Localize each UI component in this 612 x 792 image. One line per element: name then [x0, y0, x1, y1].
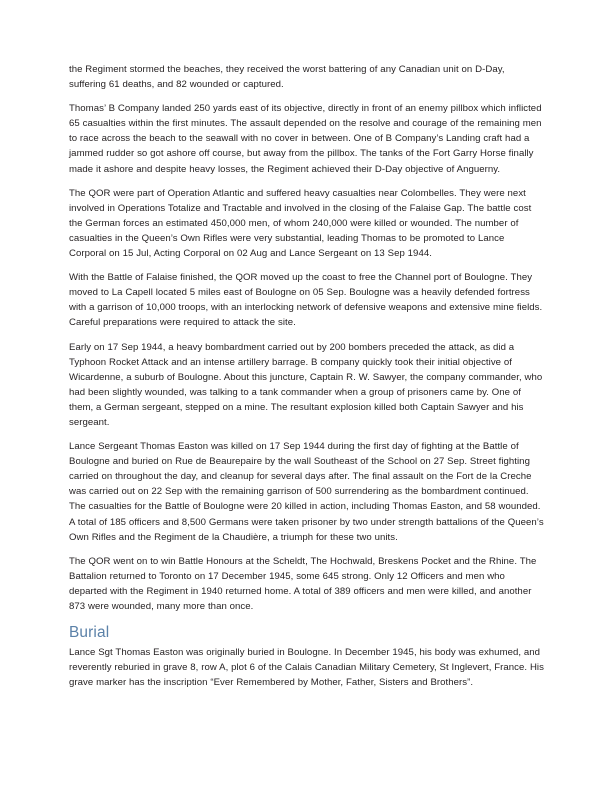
- paragraph: Lance Sergeant Thomas Easton was killed on 17 Sep 1944 during the first day of fighting at the Battle of Boulogne and buried on Rue de Beaurepaire by the wall Southeast of the School on 27 Sep. Street fighting carried on throughout the day, and cleanup for several days after. The final assault on the Fort de la Creche was carried out on 22 Sep with the remaining garrison of 500 surrendering as the bombardment continued. The casualties for the Battle of Boulogne were 20 killed in action, including Thomas Easton, and 58 wounded. A total of 185 officers and 8,500 Germans were taken prisoner by two under strength battalions of the Queen’s Own Rifles and the Regiment de la Chaudière, a triumph for these two units.: [69, 441, 544, 543]
- paragraph: Early on 17 Sep 1944, a heavy bombardment carried out by 200 bombers preceded the attack, as did a Typhoon Rocket Attack and an intense artillery barrage. B company quickly took their initial objective of Wicardenne, a suburb of Boulogne. About this juncture, Captain R. W. Sawyer, the company commander, who had been slightly wounded, was talking to a tank commander when a group of prisoners came by. One of them, a German sergeant, stepped on a mine. The resultant explosion killed both Captain Sawyer and his sergeant.: [69, 341, 543, 428]
- paragraph: With the Battle of Falaise finished, the QOR moved up the coast to free the Channel port of Boulogne. They moved to La Capell located 5 miles east of Boulogne on 05 Sep. Boulogne was a heavily defended fortress with a garrison of 10,000 troops, with an interlocking network of defensive weapons and extensive mine fields. Careful preparations were required to attack the site.: [69, 272, 543, 329]
- paragraph: The QOR were part of Operation Atlantic and suffered heavy casualties near Colombelles. They were next involved in Operations Totalize and Tractable and involved in the closing of the Falaise Gap. The battle cost the German forces an estimated 450,000 men, of whom 240,000 were killed or wounded. The number of casualties in the Queen’s Own Rifles were very substantial, leading Thomas to be promoted to Lance Corporal on 15 Jul, Acting Corporal on 02 Aug and Lance Sergeant on 13 Sep 1944.: [69, 187, 532, 260]
- paragraph: The QOR went on to win Battle Honours at the Scheldt, The Hochwald, Breskens Pocket and the Rhine. The Battalion returned to Toronto on 17 December 1945, some 645 strong. Only 12 Officers and men who departed with the Regiment in 1940 returned home. A total of 389 officers and men were killed, and another 873 were wounded, many more than once.: [69, 555, 537, 612]
- paragraph: Thomas’ B Company landed 250 yards east of its objective, directly in front of an enemy pillbox which inflicted 65 casualties within the first minutes. The assault depended on the resolve and courage of the remaining men to race across the beach to the seawall with no cover in between. One of B Company’s Landing craft had a jammed rudder so got ashore off course, but away from the pillbox. The tanks of the Fort Garry Horse finally made it ashore and despite heavy losses, the Regiment achieved their D-Day objective of Anguerny.: [69, 103, 542, 175]
- paragraph: the Regiment stormed the beaches, they received the worst battering of any Canadian unit on D-Day, suffering 61 deaths, and 82 wounded or captured.: [69, 64, 505, 91]
- burial-section: [69, 623, 544, 690]
- body-section: [69, 62, 544, 614]
- paragraph: Lance Sgt Thomas Easton was originally buried in Boulogne. In December 1945, his body was exhumed, and reverently reburied in grave 8, row A, plot 6 of the Calais Canadian Military Cemetery, St Inglevert, France. His grave marker has the inscription “Ever Remembered by Mother, Father, Sisters and Brothers”.: [69, 647, 544, 689]
- document-content: [69, 62, 544, 690]
- section-heading-burial: Burial: [69, 624, 110, 642]
